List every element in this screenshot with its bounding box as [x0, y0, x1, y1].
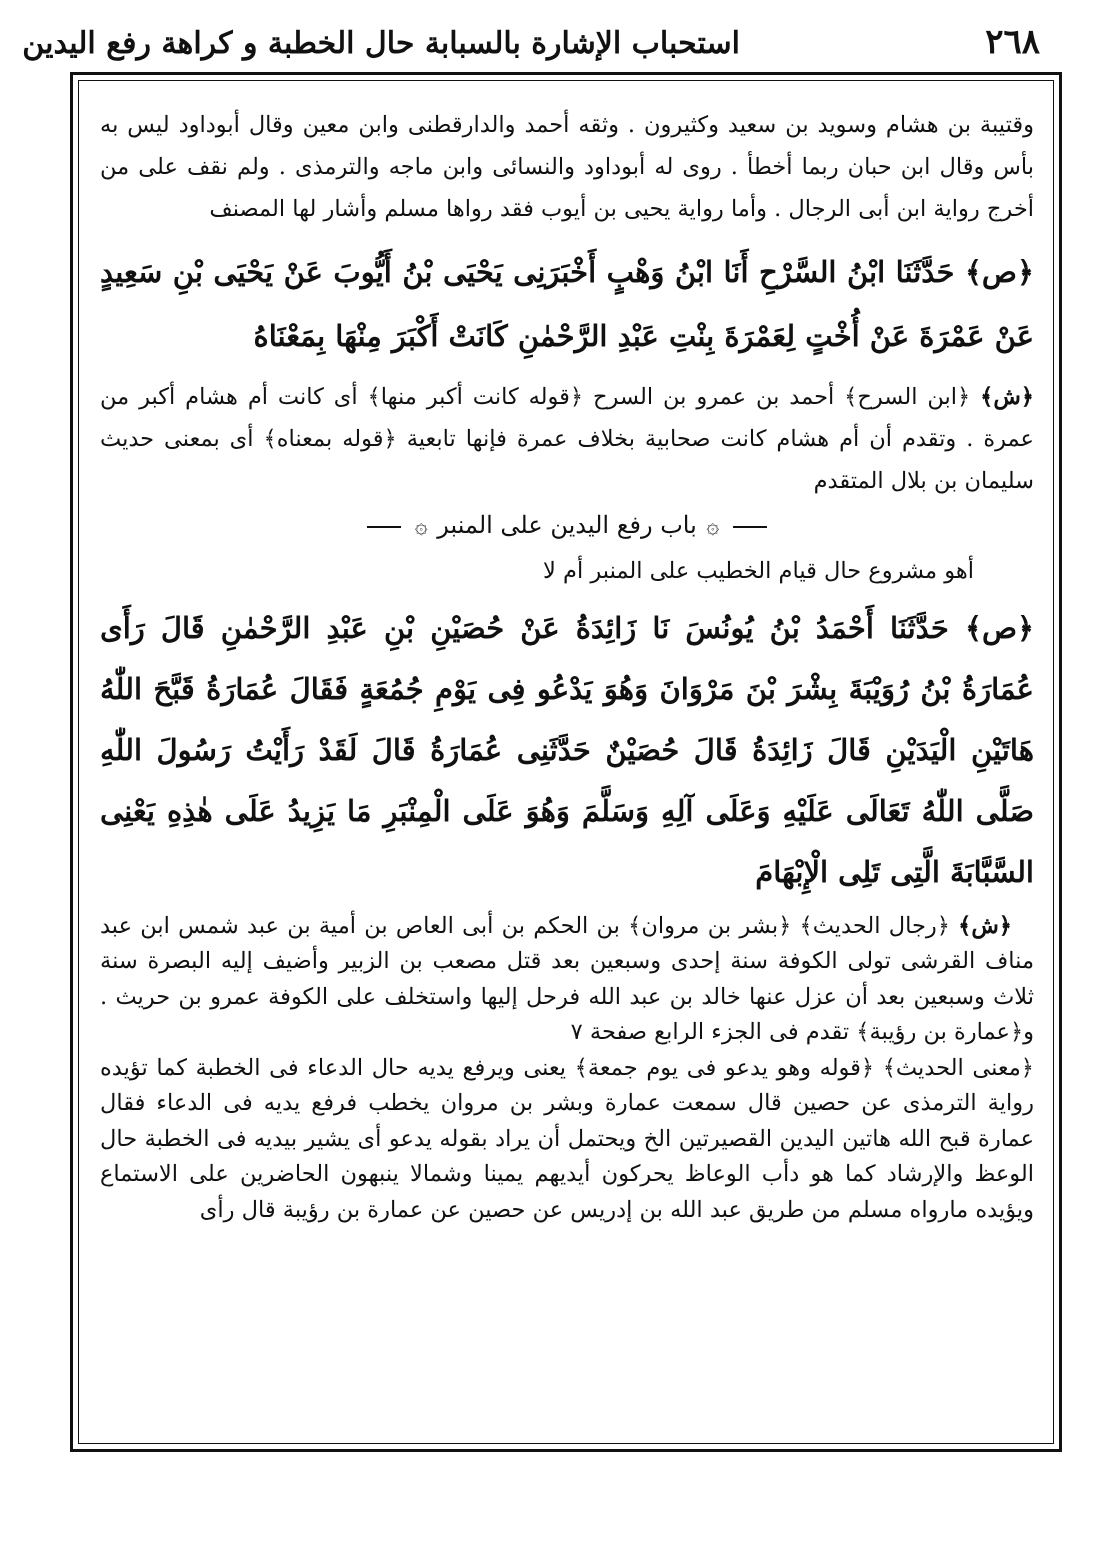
ornament-rule [367, 526, 401, 528]
commentary-marker: ﴿ش﴾ [958, 912, 1012, 939]
chapter-heading [100, 502, 1034, 550]
commentary-2 [100, 909, 1034, 1051]
hadith-marker: ﴿ص﴾ [964, 255, 1034, 289]
commentary-3: ﴿معنى الحديث﴾ ﴿قوله وهو يدعو فى يوم جمعة﴾ يعنى ويرفع يديه حال الدعاء فى الخطبة كما تؤيده رواية الترمذى عن حصين قال سمعت عمارة وبشر بن مروان يخطب فرفع يديه فى الدعاء فقال عمارة قبح الله هاتين اليدين القصيرتين الخ ويحتمل أن يراد بقوله يدعو أى يشير بيديه فى الخطبة حال الوعظ والإرشاد كما هو دأب الوعاظ يحركون أيديهم يمينا وشمالا ينبهون الحاضرين على الاستماع ويؤيده مارواه مسلم من طريق عبد الله بن إدريس عن حصين عن عمارة بن رؤيبة قال رأى [100, 1054, 1034, 1223]
hadith-body: حَدَّثَنَا أَحْمَدُ بْنُ يُونُسَ نَا زَائِدَةُ عَنْ حُصَيْنِ بْنِ عَبْدِ الرَّحْمٰنِ قَالَ رَأَى عُمَارَةُ بْنُ رُوَيْبَةَ بِشْرَ بْنَ مَرْوَانَ وَهُوَ يَدْعُو فِى يَوْمِ جُمُعَةٍ فَقَالَ عُمَارَةُ قَبَّحَ اللّٰهُ هَاتَيْنِ الْيَدَيْنِ قَالَ زَائِدَةُ قَالَ حُصَيْنٌ حَدَّثَنِى عُمَارَةُ قَالَ لَقَدْ رَأَيْتُ رَسُولَ اللّٰهِ صَلَّى اللّٰهُ تَعَالَى عَلَيْهِ وَعَلَى آلِهِ وَسَلَّمَ وَهُوَ عَلَى الْمِنْبَرِ مَا يَزِيدُ عَلَى هٰذِهِ يَعْنِى السَّبَّابَةَ الَّتِى تَلِى الْإِبْهَامَ [100, 610, 1034, 889]
paragraph-narrator-notes: وقتيبة بن هشام وسويد بن سعيد وكثيرون . وثقه أحمد والدارقطنى وابن معين وقال أبوداود ليس به بأس وقال ابن حبان ربما أخطأ . روى له أبوداود والنسائى وابن ماجه والترمذى . ولم نقف على من أخرج رواية ابن أبى الرجال . وأما رواية يحيى بن أيوب فقد رواها مسلم وأشار لها المصنف [100, 112, 1034, 222]
commentary-body: ﴿ابن السرح﴾ أحمد بن عمرو بن السرح ﴿قوله كانت أكبر منها﴾ أى كانت أم هشام أكبر من عمرة . وتقدم أن أم هشام كانت صحابية بخلاف عمرة فإنها تابعية ﴿قوله بمعناه﴾ أى بمعنى حديث سليمان بن بلال المتقدم [100, 384, 1034, 494]
hadith-text-2 [100, 598, 1034, 903]
page-body [100, 104, 1034, 1228]
commentary-marker: ﴿ش﴾ [980, 384, 1034, 410]
running-title: استحباب الإشارة بالسبابة حال الخطبة و كراهة رفع اليدين [22, 26, 740, 61]
page-header [22, 18, 1070, 66]
hadith-text-1 [100, 240, 1034, 368]
commentary-1 [100, 376, 1034, 502]
chapter-title: باب رفع اليدين على المنبر [437, 511, 697, 539]
hadith-marker: ﴿ص﴾ [964, 610, 1034, 645]
hadith-body: حَدَّثَنَا ابْنُ السَّرْحِ أَنَا ابْنُ وَهْبٍ أَخْبَرَنِى يَحْيَى بْنُ أَيُّوبَ عَنْ يَحْيَى بْنِ سَعِيدٍ عَنْ عَمْرَةَ عَنْ أُخْتٍ لِعَمْرَةَ بِنْتِ عَبْدِ الرَّحْمٰنِ كَانَتْ أَكْبَرَ مِنْهَا بِمَعْنَاهُ [100, 255, 1034, 353]
commentary-body: ﴿رجال الحديث﴾ ﴿بشر بن مروان﴾ بن الحكم بن أبى العاص بن أمية بن عبد شمس ابن عبد مناف القرشى تولى الكوفة سنة إحدى وسبعين بعد قتل مصعب بن الزبير وأضيف إليه البصرة سنة ثلاث وسبعين بعد أن عزل عنها خالد بن عبد الله فرحل إليها واستخلف على الكوفة عمرو بن حريث . و﴿عمارة بن رؤيبة﴾ تقدم فى الجزء الرابع صفحة ٧ [100, 912, 1034, 1045]
ornament-rule [733, 526, 767, 528]
page-number: ٢٦٨ [985, 22, 1040, 62]
chapter-subtitle: أهو مشروع حال قيام الخطيب على المنبر أم لا [543, 557, 974, 584]
ornament-icon: ۞ [706, 513, 720, 539]
ornament-icon: ۞ [414, 513, 428, 539]
